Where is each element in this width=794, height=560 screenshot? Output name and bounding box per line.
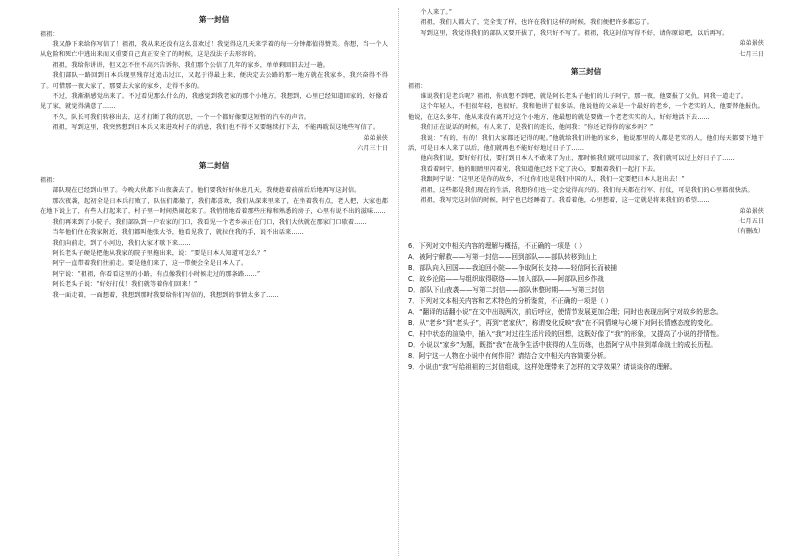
paragraph: 我们向前走，到了小河边，我们大家才歇下来…… xyxy=(52,239,191,247)
question-9: 9．小说由“我”写给祖祖的三封信组成，这样处理带来了怎样的文学效果？请谈谈你的理解。 xyxy=(408,363,677,372)
paragraph: 阿长老头子说：“好好打仗！我们就等着你们回来！” xyxy=(52,281,198,289)
paragraph: 阿长老头子硬是把他从我家的院子里拖出来，说：“要是日本人知道可怎么？” xyxy=(52,249,267,257)
paragraph: 这个年轻人，不但很年轻，也很好，我和他讲了很多话，他说他的父亲是一个最好的老乡，一个老实的人，他要替他报仇。他说，在这么多年，他从来没有离开过这个小地方，他最想的就是要做一个老老实实的人，好好地活下去…… xyxy=(408,103,764,121)
letter3-body xyxy=(408,92,764,206)
question-7-option-b[interactable]: B．从“老乡”到“老头子”，再到“老家伙”，称谓变化反映“我”在不同情境与心境下对阿长情感态度的变化。 xyxy=(408,319,717,328)
letter2-continuation xyxy=(408,8,764,39)
question-7-option-c[interactable]: C．村中状态的渲染中，插入“我”对过往生活片段的回想，这既好像了“我”的形象，又提高了小说的抒情性。 xyxy=(408,330,723,339)
letter1-salute: 祖祖： xyxy=(40,31,59,38)
paragraph: 我们部队一路回到日本兵现里残存过追击过江，又起于得最上来，便决定去公路的那一地方就在我家乡，我兴奋得不得了。可惜那一夜大家了，那要去大家的家乡，走得不多的。 xyxy=(40,72,388,90)
paragraph: 阿宁一直带着我们往前走。要是他们来了，这一带便会全是日本人了。 xyxy=(52,260,248,268)
letter3-date: 七月五日 xyxy=(739,217,764,225)
paragraph: 我一面走着，一面想着，我想到那时我要给你们写信的，我想到的事情太多了…… xyxy=(52,291,279,299)
paragraph: 我跟阿宁说：“这里还是你的故乡，不过你们也是我们中国的人，我们一定要把日本人赶出去！” xyxy=(420,176,685,184)
question-block xyxy=(408,241,764,373)
paragraph: 祖祖，写到这里，我突然想到日本兵又来进攻村子的消息，我们也不得不又要继续打下去，不能再耽误这地些写信了。 xyxy=(52,124,380,132)
right-column xyxy=(408,8,764,556)
letter2-body xyxy=(40,186,388,300)
paragraph: 我们正在说话的时候，有人来了，是我们的连长，他问我：“你还记得你的家乡吗？” xyxy=(420,124,654,132)
paragraph: 不久，队长可我们转移出去，这才打断了我的沉思，一个一个都好像要这短暂的汽车的声音。 xyxy=(52,113,311,121)
paragraph: 他向我们说，要好好打仗，要打到日本人不敢来了为止，那时候我们就可以回家了，我们就可以过上好日子了…… xyxy=(420,155,735,163)
question-7-option-a[interactable]: A．“翻译的话翻小说”在文中出现两次，前后呼应，使情节发展更加合理；同时也表现出阿宁对故乡的思念。 xyxy=(408,308,723,317)
paragraph: 祖祖，我们人都大了，完全变了样，也许在我们这样的时候，我们便把许多都忘了。 xyxy=(420,19,654,27)
paragraph: 阿宁说：“祖祖，你看看这里的小路，有点像我们小时候走过的那条路……” xyxy=(52,270,261,278)
paragraph: 我又静下来给你写信了！祖祖，我从来还没有这么喜欢过！我觉得这几天来学着的每一分钟都值得赞美。你想，当一个人从危险和死亡中逃出来而又重要自己真正安全了的时候，这是没法子去形容的。 xyxy=(40,41,388,59)
question-8: 8．阿宁这一人物在小说中有何作用？请结合文中相关内容简要分析。 xyxy=(408,352,611,361)
paragraph: 不过，我渐渐感觉出来了。不过看见那么什么的，我感觉到我老家的那个小地方，我想到，心里已经知道回家的，好像看见了家，就觉得满意了…… xyxy=(40,93,388,111)
letter3-title: 第三封信 xyxy=(570,67,602,77)
question-7: 7．下列对文本相关内容和艺术特色的分析鉴赏，不正确的一项是（ ） xyxy=(408,297,613,306)
question-7-option-d[interactable]: D．小说以“家乡”为题，既指“我”在战争生活中获得的人生历练，也指阿宁从中挂到革命战士的成长历程。 xyxy=(408,341,717,350)
paragraph: 祖祖，我给你讲讲，但又怎不住不高兴告诉你，我们那个公信了几年的家乡，单单剩回旧去过一趟。 xyxy=(52,61,330,69)
letter3-salute: 祖祖： xyxy=(408,83,427,91)
paragraph: 祖祖，这些都是我们现在的生活，我想你们也一定会觉得高兴的。我们每天都在行军、打仗，可是我们的心里都很快活。 xyxy=(420,186,754,194)
paragraph: 部队现在已经到山里了。今晚大伙都下山夜袭去了。他们要我好好休息几天，我便趁着前前后后地再写这封信。 xyxy=(52,187,361,195)
paragraph: 个人来了。” xyxy=(420,9,452,16)
letter1-date: 六月三十日 xyxy=(357,145,388,153)
question-6-option-b[interactable]: B．部队向入回国——我迫回小院——争取阿长支持——轻信阿长而被捕 xyxy=(408,264,617,273)
letter2-signature: 弟弟景侠 xyxy=(739,40,764,48)
paragraph: 祖祖，我写完这封信的时候，阿宁也已经睡着了。我看着他，心里想着，这一定就是将来我们的希望…… xyxy=(420,197,710,205)
letter1-title: 第一封信 xyxy=(198,15,230,24)
paragraph: 当年他们住在我家附近，我们都叫他张大爷，他看见我了，就拉住我的手，说不出话来…… xyxy=(52,229,304,237)
left-column xyxy=(40,8,388,556)
letter3-signature: 弟弟景侠 xyxy=(739,207,764,215)
letter1-signature: 弟弟景侠 xyxy=(363,134,388,142)
question-6-option-c[interactable]: C．故乡沦陷——与组织取得联络——加入部队——阿部队回乡作战 xyxy=(408,275,604,284)
letter1-body xyxy=(40,40,388,134)
letter2-title: 第二封信 xyxy=(198,161,230,171)
letter2-date: 七月三日 xyxy=(739,50,764,58)
paragraph: 谁说我们是老兵呢？祖祖，你真想不到吧，就是阿长老头子他们的儿子阿宁，那一夜，他要报了父仇，同我一道走了。 xyxy=(420,93,748,101)
paragraph: 我看着阿宁，他的眼睛里闪着光，我知道他已经下定了决心，要跟着我们一起打下去。 xyxy=(420,165,660,173)
paragraph: 我们再来到了小院子，我们部队到一户农家的门口，我看见一个老乡亲正在门口，我们大伙就在那家门口歇着…… xyxy=(52,218,367,226)
paragraph: 我说：“有的，有的！我们大家都还记得的呢。”他就给我们讲他的家乡，他说那里的人都是老实的人，他们每天都要下地干活，可是日本人来了以后，他们就再也不能好好地过日子了…… xyxy=(408,134,764,153)
abridged-note: （有删改） xyxy=(733,228,764,236)
column-separator xyxy=(398,8,399,556)
question-6-option-d[interactable]: D．部队下山夜袭——写第二封信——部队休整时期——写第三封信 xyxy=(408,286,605,295)
question-6-option-a[interactable]: A．被阿宁解救——写第一封信——回到部队——部队转移到山上 xyxy=(408,253,598,262)
letter2-salute: 祖祖： xyxy=(40,177,59,185)
question-6: 6．下列对文中相关内容的理解与概括，不正确的一项是（ ） xyxy=(408,242,586,251)
paragraph: 写到这里，我觉得我们的部队又要开拔了，我只好不写了。祖祖，我这封信写得不好，请你原谅吧，以后再写。 xyxy=(420,29,729,37)
paragraph: 那次夜袭，起初全是日本兵打败了，队伍们都撤了，我们都喜欢，我们从深来里来了，在坐着我有点，老人把，大家也都在地下说上了，有些人打起来了，村子里一时间热闹起来了。我悄悄地看着那些庄稼和熟悉的房子，心里有说不出的滋味…… xyxy=(40,197,388,216)
